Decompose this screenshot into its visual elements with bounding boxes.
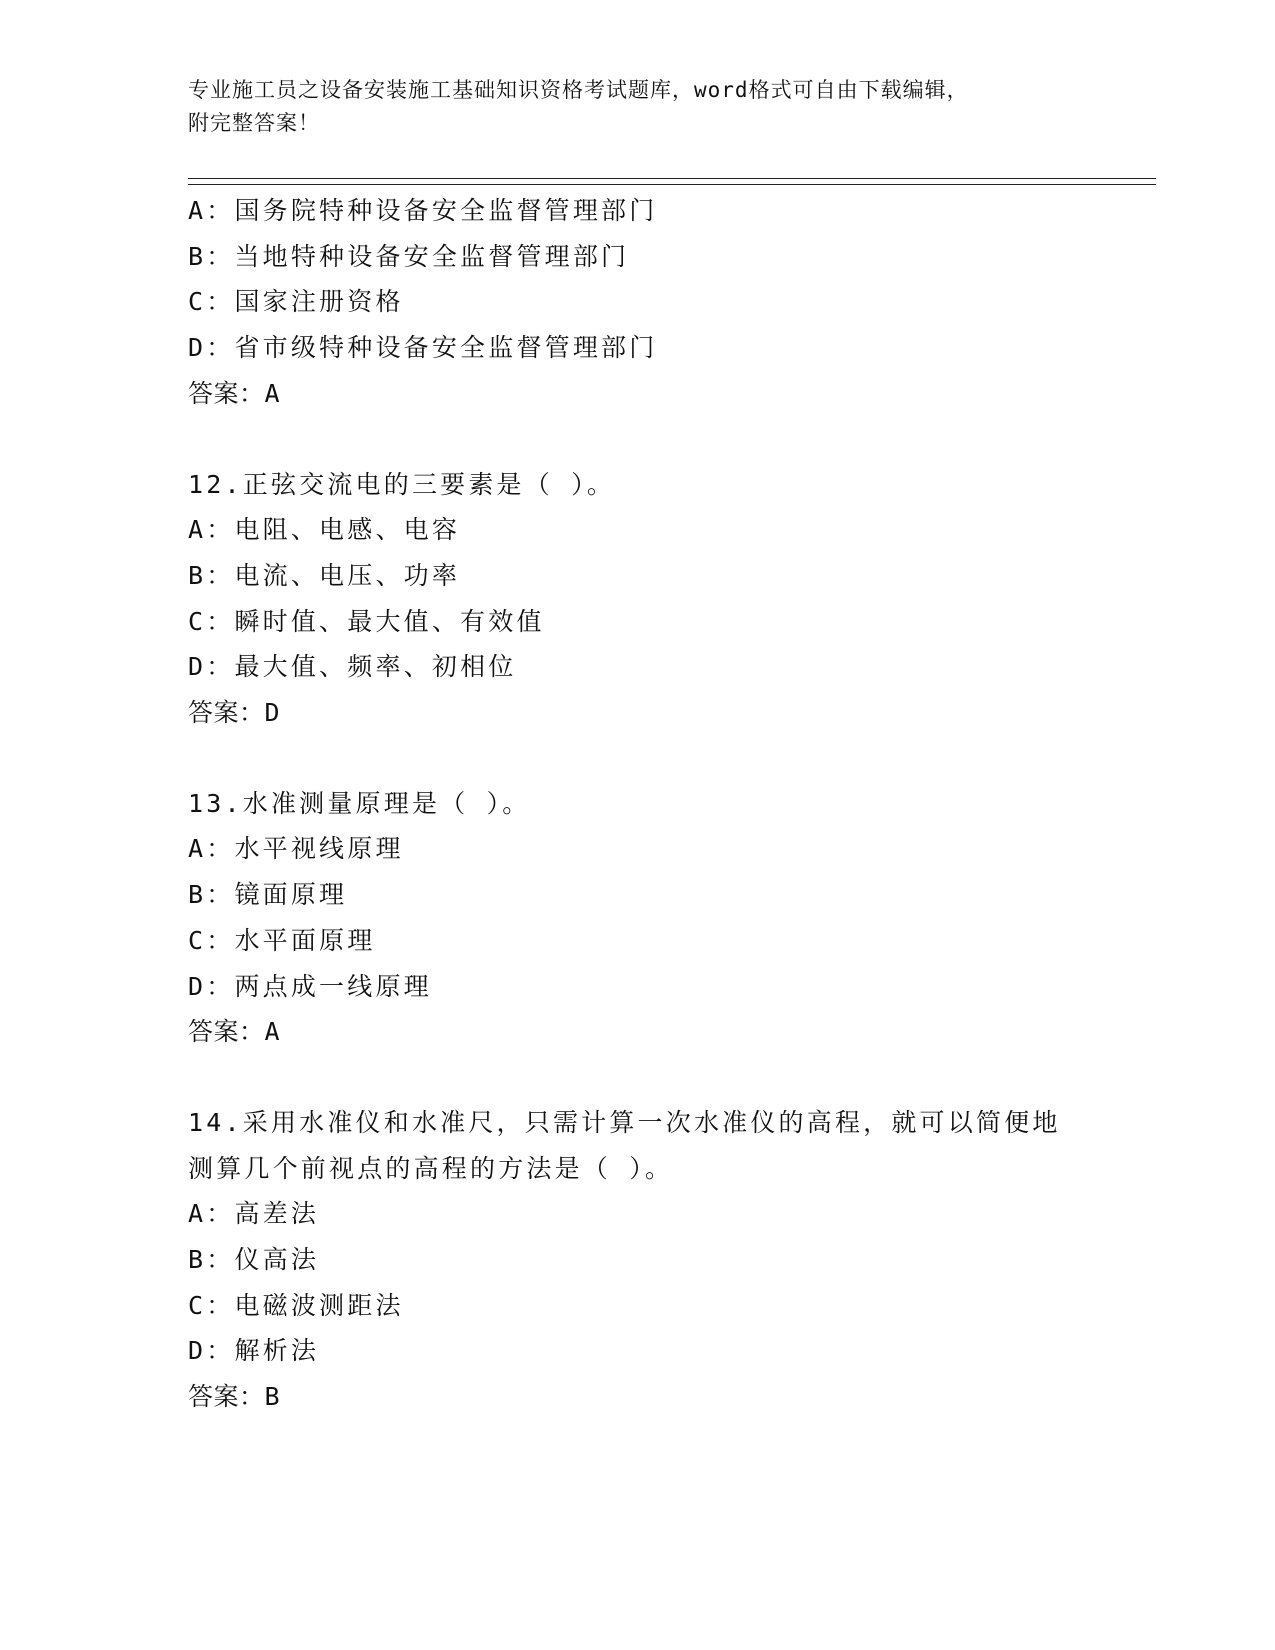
option-d: D：两点成一线原理 (188, 971, 432, 1001)
question-text-line-1: 14.采用水准仪和水准尺，只需计算一次水准仪的高程，就可以简便地 (188, 1107, 1061, 1137)
header-divider (188, 178, 1156, 185)
option-c: C：瞬时值、最大值、有效值 (188, 606, 545, 636)
question-text: 12.正弦交流电的三要素是（ ）。 (188, 469, 616, 499)
question-11-tail (188, 188, 1088, 417)
option-c: C：水平面原理 (188, 925, 376, 955)
answer-line: 答案：D (188, 698, 281, 728)
question-13 (188, 781, 1088, 1055)
option-d: D：解析法 (188, 1336, 320, 1366)
option-a: A：电阻、电感、电容 (188, 515, 461, 545)
question-text: 13.水准测量原理是（ ）。 (188, 788, 531, 818)
option-c: C：国家注册资格 (188, 287, 404, 317)
option-b: B：当地特种设备安全监督管理部门 (188, 241, 630, 271)
option-d: D：省市级特种设备安全监督管理部门 (188, 333, 658, 363)
question-14 (188, 1100, 1088, 1420)
option-b: B：电流、电压、功率 (188, 560, 461, 590)
header-line-1: 专业施工员之设备安装施工基础知识资格考试题库，word格式可自由下载编辑， (188, 78, 969, 102)
answer-line: 答案：A (188, 1017, 281, 1047)
answer-line: 答案：B (188, 1382, 281, 1412)
option-a: A：水平视线原理 (188, 834, 404, 864)
answer-line: 答案：A (188, 378, 281, 408)
option-d: D：最大值、频率、初相位 (188, 652, 517, 682)
option-c: C：电磁波测距法 (188, 1290, 404, 1320)
question-12 (188, 462, 1088, 736)
option-b: B：镜面原理 (188, 880, 348, 910)
option-b: B：仪高法 (188, 1245, 320, 1275)
option-a: A：高差法 (188, 1199, 320, 1229)
option-a: A：国务院特种设备安全监督管理部门 (188, 196, 658, 225)
header-line-2: 附完整答案！ (188, 111, 320, 135)
question-text-line-2: 测算几个前视点的高程的方法是（ ）。 (188, 1153, 674, 1183)
question-list (188, 188, 1088, 1420)
document-header (188, 74, 1088, 140)
